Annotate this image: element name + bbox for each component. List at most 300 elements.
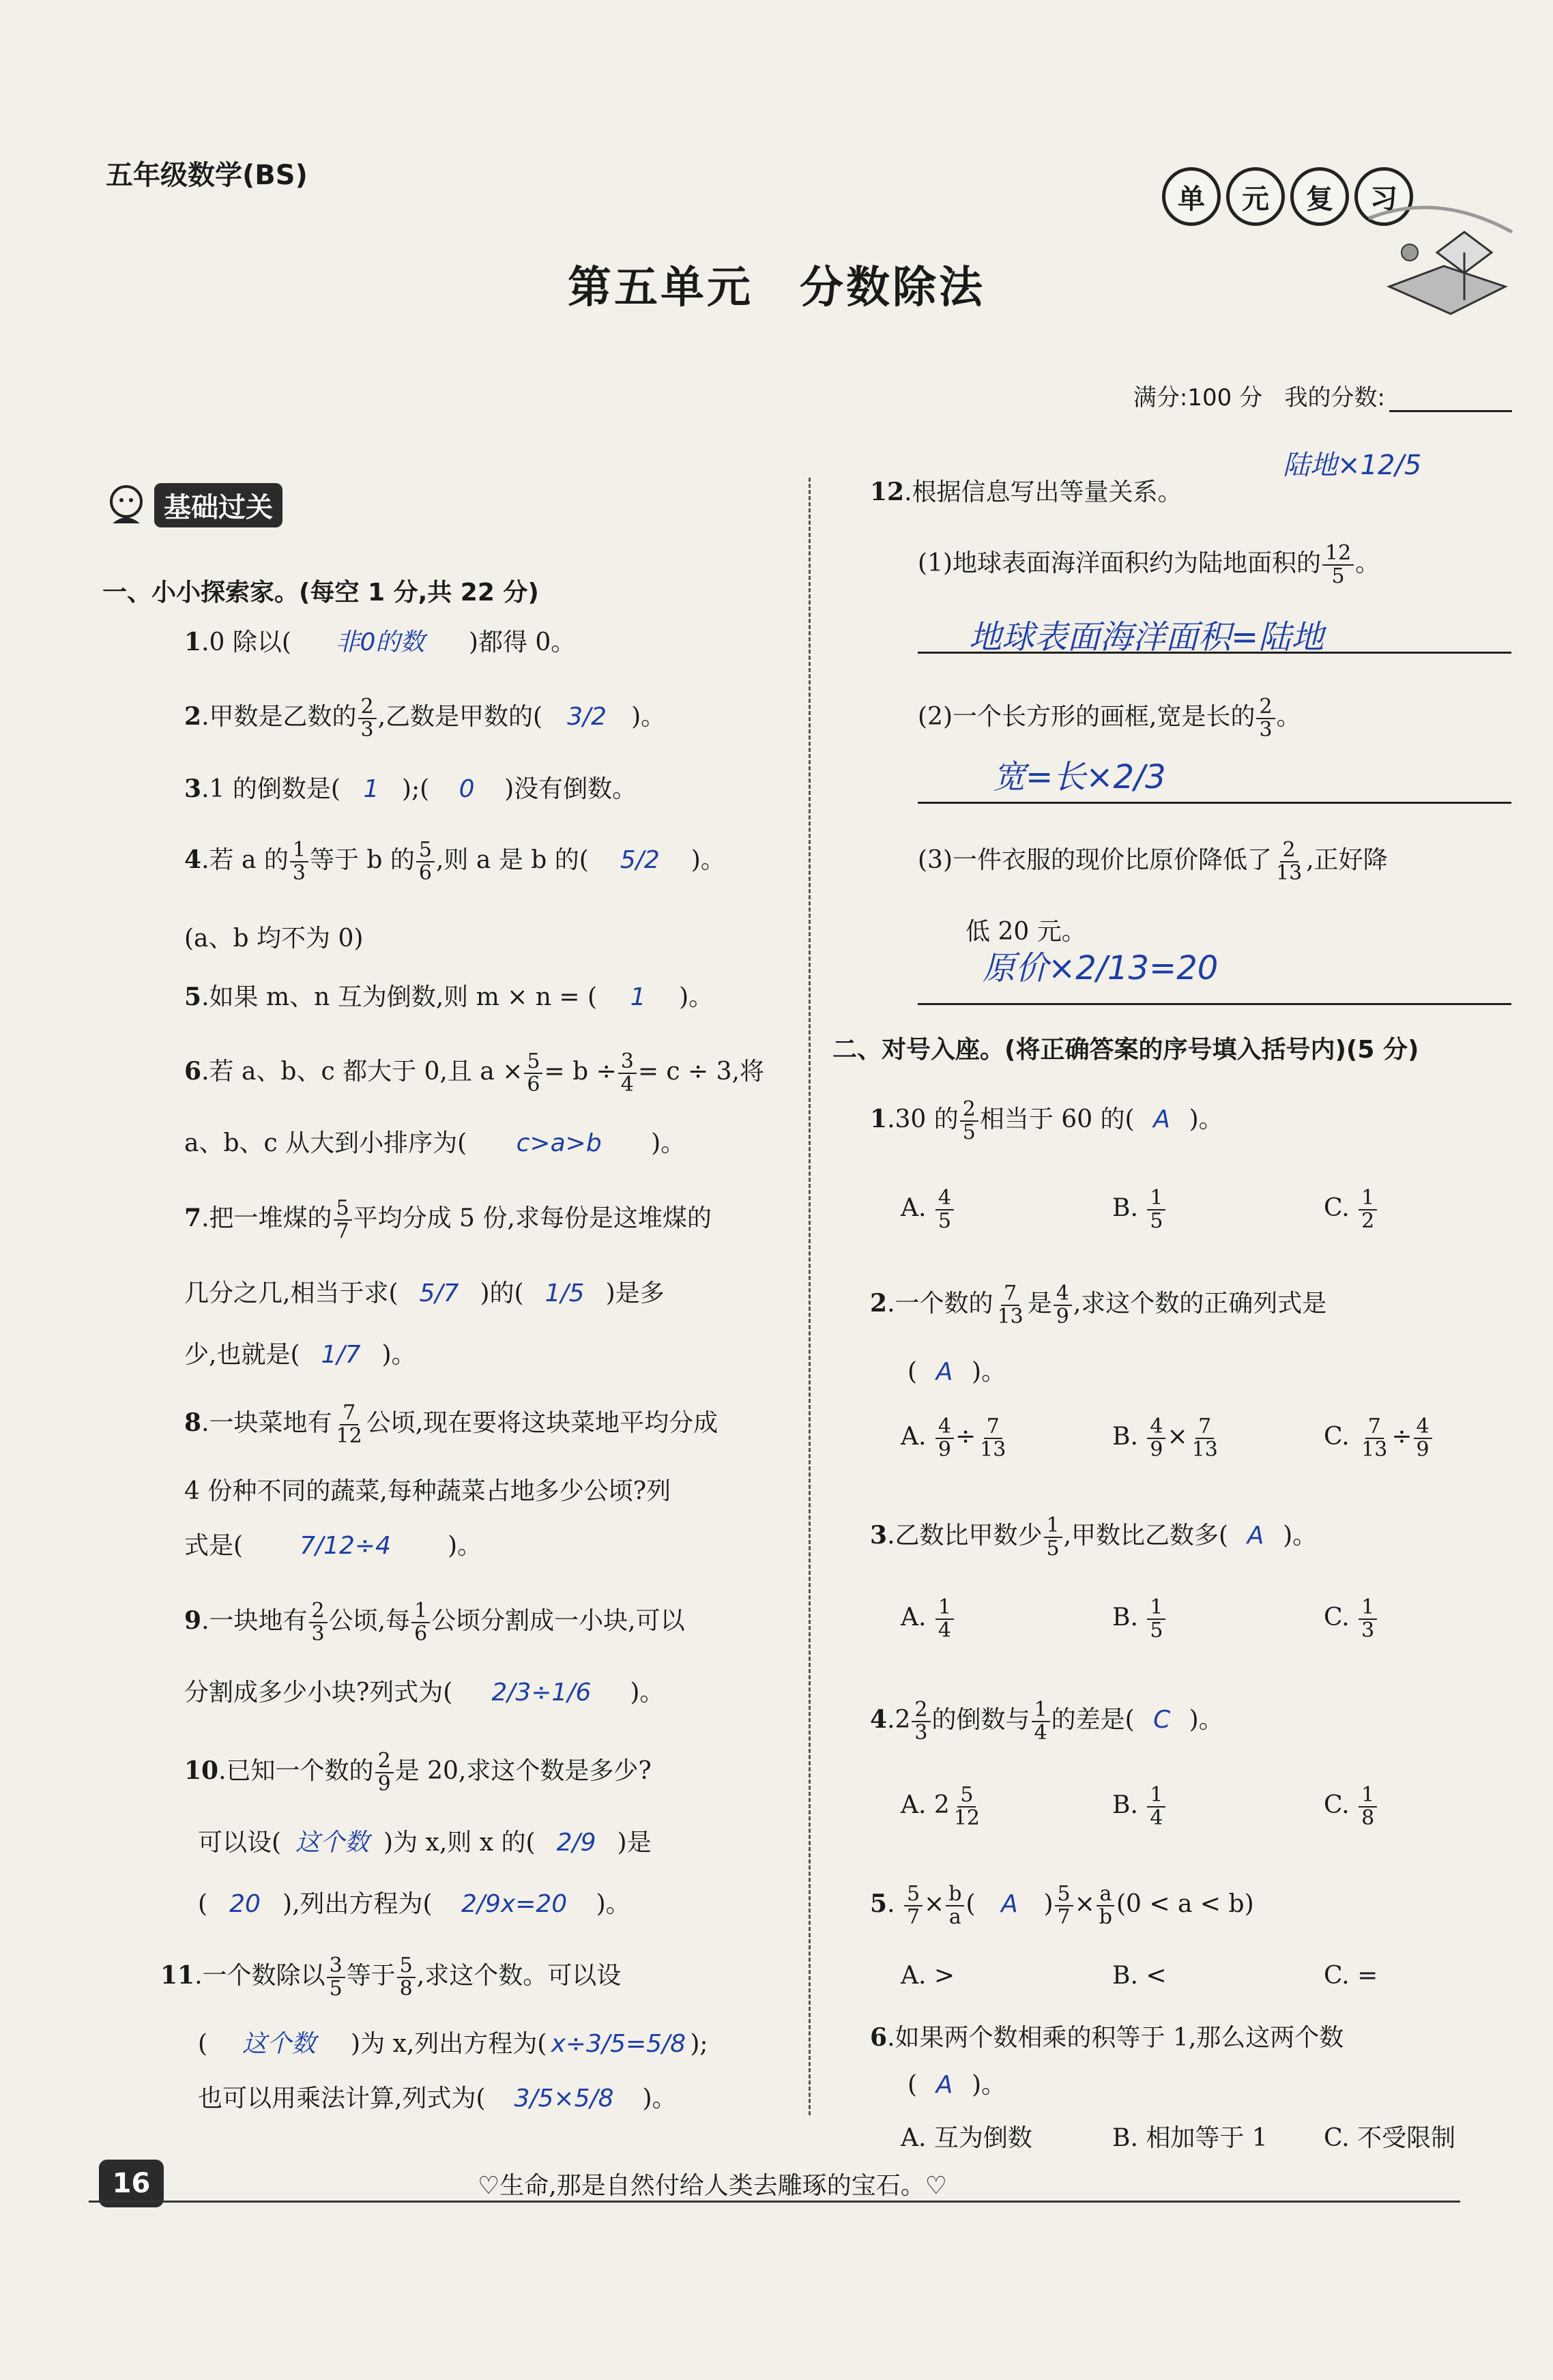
answer-handwritten[interactable]: 7/12÷4 — [300, 1532, 391, 1560]
question-text: .如果两个数相乘的积等于 1,那么这两个数 — [887, 2024, 1344, 2052]
fraction — [334, 1198, 352, 1243]
question-8-line3 — [184, 1528, 482, 1564]
numerator: 1 — [1147, 1187, 1165, 1210]
option-b[interactable]: B. 相加等于 1 — [1112, 2124, 1268, 2152]
option-b[interactable] — [1112, 1784, 1167, 1829]
numerator: 5 — [1055, 1883, 1073, 1906]
operator: ÷ — [955, 1423, 976, 1451]
denominator: 3 — [1259, 718, 1273, 742]
denominator: 6 — [527, 1073, 540, 1097]
question-text: 公顷分割成一小块,可以 — [431, 1607, 685, 1635]
question-text: .2 — [887, 1706, 911, 1734]
fraction — [935, 1187, 954, 1232]
denominator: 4 — [1150, 1806, 1163, 1830]
question-2 — [184, 696, 665, 741]
option-a[interactable]: A. 互为倒数 — [901, 2124, 1032, 2152]
question-11-line3 — [198, 2081, 677, 2117]
question-text: )。 — [972, 1358, 1006, 1386]
fraction — [935, 1416, 954, 1461]
denominator: 5 — [962, 1120, 976, 1144]
option-a[interactable] — [901, 1597, 955, 1642]
denominator: 13 — [1276, 861, 1303, 885]
numerator: 3 — [327, 1955, 345, 1978]
denominator: 7 — [906, 1905, 920, 1929]
numerator: 7 — [984, 1416, 1002, 1439]
numerator: 4 — [935, 1416, 954, 1439]
question-3 — [184, 771, 637, 807]
question-7 — [184, 1198, 712, 1243]
choice-question-4 — [870, 1699, 1223, 1744]
question-text: )。 — [972, 2071, 1006, 2099]
answer-line — [918, 1003, 1511, 1005]
choice-question-6-line2 — [908, 2067, 1006, 2103]
whole-number: 2 — [933, 1791, 950, 1819]
fraction — [1147, 1597, 1165, 1642]
answer-handwritten[interactable]: A — [1247, 1522, 1264, 1550]
numerator: 1 — [1359, 1187, 1377, 1210]
question-text: .乙数比甲数少 — [887, 1522, 1043, 1550]
question-text: 分割成多少小块?列式为( — [184, 1679, 453, 1707]
fraction — [397, 1955, 416, 2000]
book-label: 五年级数学(BS) — [106, 160, 308, 191]
answer-handwritten[interactable]: A — [1001, 1890, 1018, 1918]
fraction — [290, 839, 308, 884]
question-4 — [184, 839, 725, 884]
option-b[interactable] — [1112, 1597, 1167, 1642]
denominator: 4 — [620, 1073, 634, 1097]
question-12-sub1 — [918, 542, 1380, 587]
fraction — [1032, 1699, 1050, 1744]
option-a[interactable] — [901, 1187, 955, 1232]
question-text: .一个数的 — [887, 1290, 993, 1318]
denominator: 5 — [1150, 1209, 1163, 1233]
question-text: ( — [198, 2030, 208, 2058]
question-12-sub3 — [918, 839, 1388, 884]
question-8 — [184, 1402, 718, 1447]
fraction — [1147, 1784, 1165, 1829]
question-text: ,求这个数的正确列式是 — [1073, 1290, 1327, 1318]
question-9-line2 — [184, 1675, 664, 1711]
numerator: 5 — [334, 1198, 352, 1221]
question-text: 公顷,现在要将这块菜地平均分成 — [366, 1409, 719, 1437]
question-text: .若 a、b、c 都大于 0,且 a × — [201, 1058, 523, 1086]
numerator: 7 — [1365, 1416, 1384, 1439]
question-6 — [184, 1051, 764, 1096]
question-text: )。 — [1189, 1706, 1223, 1734]
question-text: a、b、c 从大到小排序为( — [184, 1129, 467, 1157]
question-text: ,甲数比乙数多( — [1063, 1522, 1229, 1550]
denominator: 12 — [953, 1806, 980, 1830]
question-text: 相当于 60 的( — [979, 1105, 1135, 1133]
numerator: 1 — [290, 839, 308, 862]
answer-handwritten[interactable]: 2/3÷1/6 — [491, 1679, 592, 1707]
numerator: 4 — [935, 1187, 954, 1210]
question-text: )。 — [381, 1341, 416, 1369]
denominator: 8 — [399, 1977, 413, 2001]
choice-question-1 — [870, 1099, 1223, 1144]
option-label: C. — [1324, 1423, 1350, 1451]
question-text: 。 — [1355, 549, 1380, 577]
numerator: 1 — [1359, 1784, 1377, 1808]
denominator: 3 — [1361, 1619, 1375, 1642]
question-text: (1)地球表面海洋面积约为陆地面积的 — [918, 549, 1321, 577]
answer-handwritten[interactable]: A — [935, 1358, 953, 1386]
option-a[interactable]: A. > — [901, 1962, 955, 1990]
question-text: );( — [401, 775, 430, 803]
question-text: )。 — [651, 1129, 686, 1157]
numerator: 3 — [618, 1051, 637, 1074]
question-text: )的( — [480, 1279, 524, 1307]
option-b[interactable] — [1112, 1187, 1167, 1232]
mascot-icon — [102, 481, 150, 529]
answer-handwritten[interactable]: 2/9x=20 — [461, 1890, 568, 1918]
question-text: 式是( — [184, 1532, 244, 1560]
question-text: )。 — [691, 846, 725, 874]
answer-handwritten[interactable]: 3/2 — [567, 703, 607, 731]
question-text: )。 — [631, 703, 666, 731]
numerator: 1 — [1147, 1784, 1165, 1808]
answer-line — [918, 802, 1511, 804]
option-c[interactable] — [1324, 1187, 1378, 1232]
option-b[interactable] — [1112, 1416, 1222, 1461]
question-text: .0 除以( — [201, 628, 291, 656]
badge-char: 习 — [1354, 167, 1413, 226]
denominator: 8 — [1361, 1806, 1375, 1830]
question-number: 3 — [184, 774, 202, 803]
question-text: )为 x,列出方程为( — [351, 2030, 547, 2058]
answer-handwritten[interactable]: 2/9 — [556, 1829, 596, 1857]
question-8-line2: 4 份种不同的蔬菜,每种蔬菜占地多少公顷?列 — [184, 1477, 671, 1505]
question-text: = b ÷ — [544, 1058, 617, 1086]
answer-handwritten[interactable]: A — [935, 2071, 953, 2099]
question-text: )是多 — [605, 1279, 665, 1307]
option-c[interactable] — [1324, 1784, 1378, 1829]
question-number: 5 — [184, 983, 202, 1011]
answer-handwritten[interactable]: 1/7 — [321, 1341, 361, 1369]
answer-handwritten[interactable]: x÷3/5=5/8 — [551, 2030, 686, 2058]
numerator: 4 — [1414, 1416, 1432, 1439]
column-divider — [809, 478, 811, 2115]
choice-question-5: 5. $\frac{5}{7}$ × $\frac{b}{a}$ ( A ) $\frac{5}{7}$ × $\frac{a}{b}$ (0 < a < b) — [870, 1882, 1254, 1929]
question-number: 3 — [870, 1521, 888, 1550]
denominator: 6 — [414, 1622, 428, 1646]
question-text: .甲数是乙数的 — [201, 703, 357, 731]
operator: × — [924, 1890, 945, 1918]
denominator: 5 — [329, 1977, 343, 2001]
option-a[interactable] — [901, 1416, 1010, 1461]
question-number: 10 — [184, 1756, 219, 1785]
question-text: 公顷,每 — [328, 1607, 411, 1635]
denominator: 13 — [1361, 1438, 1388, 1462]
question-text: 的差是( — [1051, 1706, 1135, 1734]
fraction — [1189, 1416, 1221, 1461]
question-text: = c ÷ 3,将 — [637, 1058, 764, 1086]
numerator: 5 — [904, 1883, 923, 1906]
numerator: 1 — [935, 1597, 954, 1620]
numerator: 2 — [1280, 839, 1298, 862]
denominator: 5 — [1331, 564, 1345, 588]
numerator: 4 — [1054, 1283, 1072, 1306]
denominator: 5 — [938, 1209, 951, 1233]
question-12-sub3-line2: 低 20 元。 — [966, 918, 1086, 946]
option-label: A. — [901, 1194, 927, 1222]
question-text: 等于 b 的 — [309, 846, 415, 874]
numerator: 1 — [1147, 1597, 1165, 1620]
numerator: 7 — [1195, 1416, 1214, 1439]
fraction — [1359, 1597, 1377, 1642]
answer-handwritten[interactable]: 这个数 — [295, 1829, 370, 1857]
answer-handwritten[interactable]: 0 — [459, 775, 475, 803]
answer-handwritten[interactable]: 5/7 — [419, 1279, 459, 1307]
option-c[interactable] — [1324, 1416, 1434, 1461]
question-text: 几分之几,相当于求( — [184, 1279, 398, 1307]
question-text: ( — [966, 1890, 976, 1918]
question-number: 4 — [184, 845, 202, 874]
choice-question-2-line2 — [908, 1354, 1006, 1390]
denominator: 13 — [980, 1438, 1006, 1462]
question-text: )为 x,则 x 的( — [383, 1829, 536, 1857]
answer-handwritten[interactable]: 原价×2/13=20 — [983, 949, 1219, 987]
question-number: 1 — [870, 1105, 888, 1133]
option-label: B. — [1112, 1791, 1138, 1819]
question-text: 平均分成 5 份,求每份是这堆煤的 — [353, 1204, 712, 1232]
numerator: 5 — [524, 1051, 542, 1074]
answer-handwritten[interactable]: 这个数 — [242, 2030, 317, 2058]
answer-handwritten[interactable]: 非0的数 — [335, 628, 425, 656]
fraction — [946, 1883, 964, 1928]
operator: × — [1167, 1423, 1188, 1451]
question-text: (3)一件衣服的现价比原价降低了 — [918, 846, 1272, 874]
denominator: 3 — [292, 861, 306, 885]
answer-handwritten[interactable]: 陆地×12/5 — [1283, 450, 1422, 481]
answer-handwritten[interactable]: 宽=长×2/3 — [993, 758, 1166, 796]
my-score-blank[interactable] — [1389, 390, 1512, 412]
denominator: 5 — [1046, 1537, 1060, 1561]
question-4-note: (a、b 均不为 0) — [184, 925, 364, 953]
fraction — [1097, 1883, 1115, 1928]
denominator: 5 — [1150, 1619, 1163, 1642]
question-number: 6 — [184, 1057, 202, 1086]
denominator: 7 — [1057, 1905, 1071, 1929]
denominator: 4 — [1034, 1721, 1047, 1745]
footer-motto: ♡生命,那是自然付给人类去雕琢的宝石。♡ — [478, 2172, 947, 2200]
full-score: 满分:100 分 — [1133, 384, 1263, 411]
fraction — [327, 1955, 345, 2000]
fraction — [411, 1600, 430, 1645]
section-label: 基础过关 — [154, 483, 282, 527]
fraction — [995, 1283, 1026, 1328]
question-text: 也可以用乘法计算,列式为( — [198, 2085, 486, 2113]
denominator: 9 — [1416, 1438, 1429, 1462]
numerator: b — [946, 1883, 964, 1906]
denominator: 3 — [914, 1721, 928, 1745]
answer-handwritten[interactable]: 1 — [630, 983, 646, 1011]
operator: ÷ — [1391, 1423, 1412, 1451]
question-number: 11 — [160, 1961, 195, 1990]
fraction — [334, 1402, 365, 1447]
denominator: 7 — [336, 1219, 349, 1243]
question-text: 。 — [1276, 703, 1301, 731]
question-text: 少,也就是( — [184, 1341, 300, 1369]
denominator: 2 — [1361, 1209, 1375, 1233]
fraction — [309, 1600, 328, 1645]
question-text: .一块菜地有 — [201, 1409, 332, 1437]
numerator: 4 — [1147, 1416, 1165, 1439]
question-text: ( — [908, 2071, 918, 2099]
fraction — [977, 1416, 1008, 1461]
score-line — [1133, 379, 1512, 412]
fraction — [1414, 1416, 1432, 1461]
question-7-line2 — [184, 1276, 665, 1311]
operator: × — [1074, 1890, 1095, 1918]
question-text: 的倒数与 — [931, 1706, 1030, 1734]
page-title: 第五单元 分数除法 — [568, 263, 985, 313]
denominator: 13 — [997, 1305, 1024, 1329]
denominator: 9 — [377, 1772, 391, 1796]
question-text: ( — [908, 1358, 918, 1386]
numerator: 1 — [1359, 1597, 1377, 1620]
question-number: 5 — [870, 1889, 888, 1918]
option-label: C. — [1324, 1194, 1350, 1222]
numerator: a — [1097, 1883, 1114, 1906]
denominator: 12 — [336, 1424, 362, 1448]
numerator: 5 — [416, 839, 435, 862]
option-label: A. — [901, 1423, 927, 1451]
numerator: 2 — [912, 1699, 930, 1722]
question-text: )。 — [679, 983, 714, 1011]
question-text: )。 — [1283, 1522, 1318, 1550]
fraction — [416, 839, 435, 884]
answer-handwritten[interactable]: 1/5 — [545, 1279, 585, 1307]
question-text: .把一堆煤的 — [201, 1204, 332, 1232]
fraction — [1044, 1515, 1062, 1560]
denominator: a — [948, 1905, 961, 1929]
badge-char: 单 — [1162, 167, 1221, 226]
option-c[interactable]: C. 不受限制 — [1324, 2124, 1456, 2152]
fraction — [904, 1883, 923, 1928]
question-11 — [160, 1955, 621, 2000]
badge-char: 复 — [1290, 167, 1349, 226]
part1-heading: 一、小小探索家。(每空 1 分,共 22 分) — [102, 579, 539, 607]
fraction — [1147, 1187, 1165, 1232]
answer-handwritten[interactable]: 5/2 — [620, 846, 660, 874]
option-b[interactable]: B. < — [1112, 1962, 1167, 1990]
answer-line — [918, 652, 1511, 654]
answer-handwritten[interactable]: 20 — [229, 1890, 261, 1918]
answer-handwritten[interactable]: A — [1153, 1105, 1170, 1133]
question-text: (2)一个长方形的画框,宽是长的 — [918, 703, 1256, 731]
question-text: )。 — [448, 1532, 482, 1560]
option-label: B. — [1112, 1603, 1138, 1631]
choice-question-2 — [870, 1283, 1326, 1328]
option-c[interactable]: C. = — [1324, 1962, 1378, 1990]
question-12-sub2 — [918, 696, 1301, 741]
question-10 — [184, 1750, 652, 1795]
numerator: 5 — [957, 1784, 976, 1808]
numerator: 2 — [375, 1750, 394, 1773]
fraction — [618, 1051, 637, 1096]
choice-question-6 — [870, 2020, 1344, 2056]
denominator: 6 — [418, 861, 432, 885]
fraction — [912, 1699, 930, 1744]
denominator: 4 — [938, 1619, 951, 1642]
question-10-line2 — [198, 1825, 652, 1861]
question-text: .已知一个数的 — [218, 1757, 374, 1785]
question-text: )。 — [1189, 1105, 1223, 1133]
question-number: 4 — [870, 1705, 888, 1734]
section-badge — [102, 481, 282, 529]
question-12 — [870, 474, 1182, 510]
question-10-line3 — [198, 1887, 630, 1922]
denominator: b — [1099, 1905, 1113, 1929]
denominator: 13 — [1191, 1438, 1218, 1462]
question-text: )没有倒数。 — [504, 775, 637, 803]
fraction — [1055, 1883, 1073, 1928]
question-text: 可以设( — [198, 1829, 282, 1857]
fraction — [1147, 1416, 1165, 1461]
option-label: B. — [1112, 1194, 1138, 1222]
question-number: 8 — [184, 1408, 202, 1437]
question-number: 9 — [184, 1606, 202, 1635]
answer-handwritten[interactable]: c>a>b — [516, 1129, 602, 1157]
option-label: A. — [901, 1791, 927, 1819]
option-label: B. — [1112, 1423, 1138, 1451]
question-text: ),列出方程为( — [282, 1890, 433, 1918]
question-number: 2 — [870, 1289, 888, 1318]
numerator: 2 — [358, 696, 377, 719]
question-text: ,乙数是甲数的( — [377, 703, 543, 731]
question-text: )。 — [596, 1890, 630, 1918]
question-number: 6 — [870, 2023, 888, 2052]
denominator: 9 — [1150, 1438, 1163, 1462]
fraction — [1256, 696, 1275, 741]
option-label: C. — [1324, 1791, 1350, 1819]
question-6-line2 — [184, 1126, 685, 1161]
numerator: 7 — [1001, 1283, 1019, 1306]
numerator: 2 — [309, 1600, 328, 1623]
my-score-label: 我的分数: — [1284, 384, 1385, 411]
answer-handwritten[interactable]: 1 — [363, 775, 379, 803]
numerator: 1 — [1044, 1515, 1062, 1538]
question-text: ,正好降 — [1306, 846, 1388, 874]
question-text: .30 的 — [887, 1105, 959, 1133]
fraction — [1359, 1784, 1377, 1829]
option-a[interactable] — [901, 1784, 984, 1829]
question-text: )都得 0。 — [468, 628, 576, 656]
question-text: .如果 m、n 互为倒数,则 m × n = ( — [201, 983, 598, 1011]
question-1 — [184, 624, 575, 661]
question-text: 等于 — [346, 1962, 396, 1990]
answer-handwritten[interactable]: 3/5×5/8 — [514, 2085, 614, 2113]
question-text: 是 — [1027, 1290, 1052, 1318]
question-number: 7 — [184, 1204, 202, 1232]
question-text: ,则 a 是 b 的( — [435, 846, 589, 874]
answer-handwritten[interactable]: 地球表面海洋面积=陆地 — [969, 618, 1324, 656]
fraction — [1359, 1187, 1377, 1232]
denominator: 9 — [938, 1438, 951, 1462]
question-text: .一个数除以 — [194, 1962, 325, 1990]
option-label: A. — [901, 1603, 927, 1631]
question-text: 是 20,求这个数是多少? — [394, 1757, 652, 1785]
question-number: 12 — [870, 478, 905, 506]
fraction — [1359, 1416, 1390, 1461]
fraction — [1054, 1283, 1072, 1328]
question-text: .1 的倒数是( — [201, 775, 340, 803]
option-c[interactable] — [1324, 1597, 1378, 1642]
badge-char: 元 — [1226, 167, 1285, 226]
answer-handwritten[interactable]: C — [1153, 1706, 1171, 1734]
numerator: 1 — [411, 1600, 430, 1623]
